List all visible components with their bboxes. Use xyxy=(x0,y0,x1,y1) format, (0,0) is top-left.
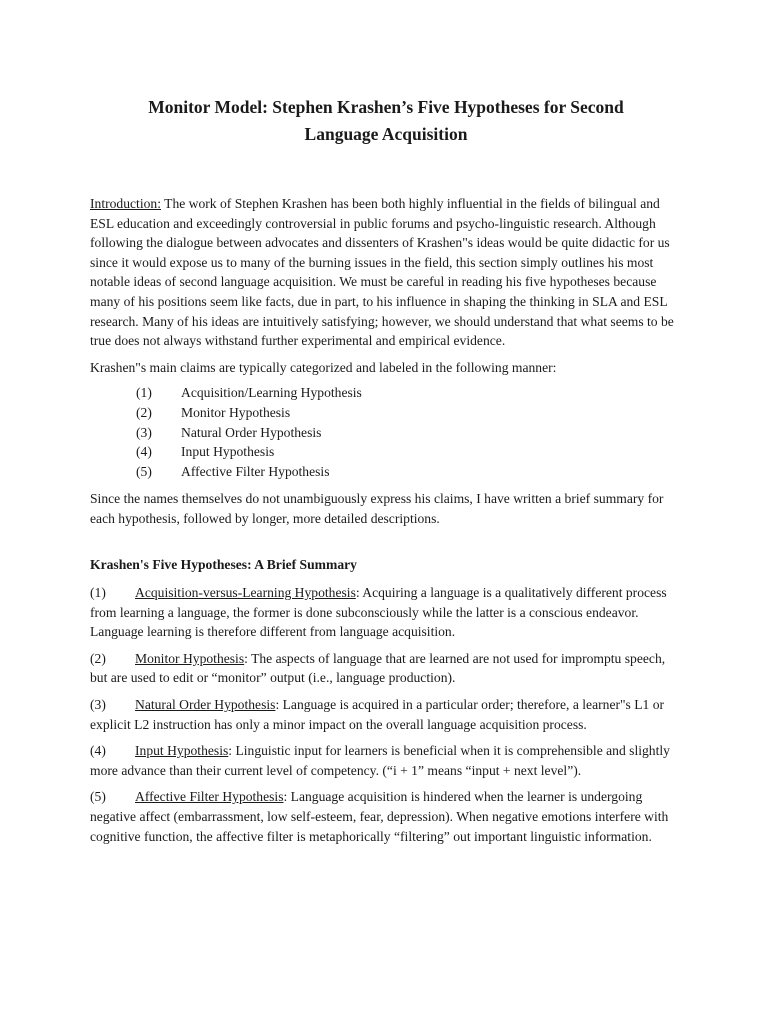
summary-text: : Acquiring a language is a qualitatively different process from learning a language, the former is done subconsciously while the latter is a conscious endeavor. Language learning is therefore different from language acquisition. xyxy=(90,585,667,640)
summary-term: Affective Filter Hypothesis xyxy=(135,789,284,805)
since-paragraph: Since the names themselves do not unambiguously express his claims, I have written a brief summary for each hypothesis, followed by longer, more detailed descriptions. xyxy=(90,491,664,526)
summary-number: (1) xyxy=(90,585,106,601)
title-line-1: Monitor Model: Stephen Krashen’s Five Hypotheses for Second xyxy=(148,97,624,117)
summary-text: : Linguistic input for learners is beneficial when it is comprehensible and slightly more advance than their current level of competency. (“i + 1” means “input + next level”). xyxy=(90,743,670,778)
list-item xyxy=(90,383,682,403)
list-item-label: Affective Filter Hypothesis xyxy=(181,463,330,479)
list-item xyxy=(90,423,682,443)
list-item-label: Input Hypothesis xyxy=(181,444,275,460)
list-item xyxy=(90,462,682,482)
list-item-number: (1) xyxy=(136,385,152,401)
summary-term: Input Hypothesis xyxy=(135,743,229,759)
list-item xyxy=(90,442,682,462)
page-title xyxy=(90,94,682,148)
summary-number: (2) xyxy=(90,650,106,666)
list-item-number: (5) xyxy=(136,463,152,479)
list-item-number: (2) xyxy=(136,404,152,420)
summary-number: (5) xyxy=(90,789,106,805)
claims-intro: Krashen"s main claims are typically categorized and labeled in the following manner: xyxy=(90,359,557,375)
summary-paragraph xyxy=(90,649,682,688)
introduction-label: Introduction: xyxy=(90,196,161,211)
list-item-label: Monitor Hypothesis xyxy=(181,404,291,420)
summary-term: Monitor Hypothesis xyxy=(135,650,245,666)
list-item-label: Acquisition/Learning Hypothesis xyxy=(181,385,362,401)
summary-text: : The aspects of language that are learned are not used for impromptu speech, but are used to edit or “monitor” output (i.e., language production). xyxy=(90,650,666,686)
list-item xyxy=(90,403,682,423)
hypotheses-list xyxy=(90,383,682,481)
summary-term: Natural Order Hypothesis xyxy=(135,697,276,713)
list-item-number: (4) xyxy=(136,444,152,460)
list-item-label: Natural Order Hypothesis xyxy=(181,424,322,440)
summary-heading: Krashen's Five Hypotheses: A Brief Summary xyxy=(90,556,357,572)
summary-term: Acquisition-versus-Learning Hypothesis xyxy=(135,585,356,601)
summary-paragraph xyxy=(90,787,682,846)
list-item-number: (3) xyxy=(136,424,152,440)
introduction-text: The work of Stephen Krashen has been both highly influential in the fields of bilingual and ESL education and exceedingly controversial in public forums and psycho-linguistic research. Although following the dialogue between advocates and dissenters of Krashen"s ideas would be quite didactic for us since it would expose us to many of the burning issues in the field, this section simply outlines his most notable ideas of second language acquisition. We must be careful in reading his five hypotheses because many of his positions seem like facts, due in part, to his influence in shaping the thinking in SLA and ESL research. Many of his ideas are intuitively satisfying; however, we should understand that what seems to be true does not always withstand further experimental and empirical evidence. xyxy=(90,196,674,349)
summary-number: (4) xyxy=(90,743,106,759)
introduction-paragraph xyxy=(90,194,682,351)
summary-text: : Language acquisition is hindered when the learner is undergoing negative affect (embarrassment, low self-esteem, fear, depression). When negative emotions interfere with cognitive function, the affective filter is metaphorically “filtering” out important linguistic information. xyxy=(90,789,669,844)
summary-paragraph xyxy=(90,695,682,734)
summary-text: : Language is acquired in a particular order; therefore, a learner"s L1 or explicit L2 instruction has only a minor impact on the overall language acquisition process. xyxy=(90,697,665,732)
summary-number: (3) xyxy=(90,697,106,713)
summary-paragraph xyxy=(90,583,682,642)
summary-paragraph xyxy=(90,741,682,780)
document-page xyxy=(90,94,682,853)
title-line-2: Language Acquisition xyxy=(304,124,468,144)
